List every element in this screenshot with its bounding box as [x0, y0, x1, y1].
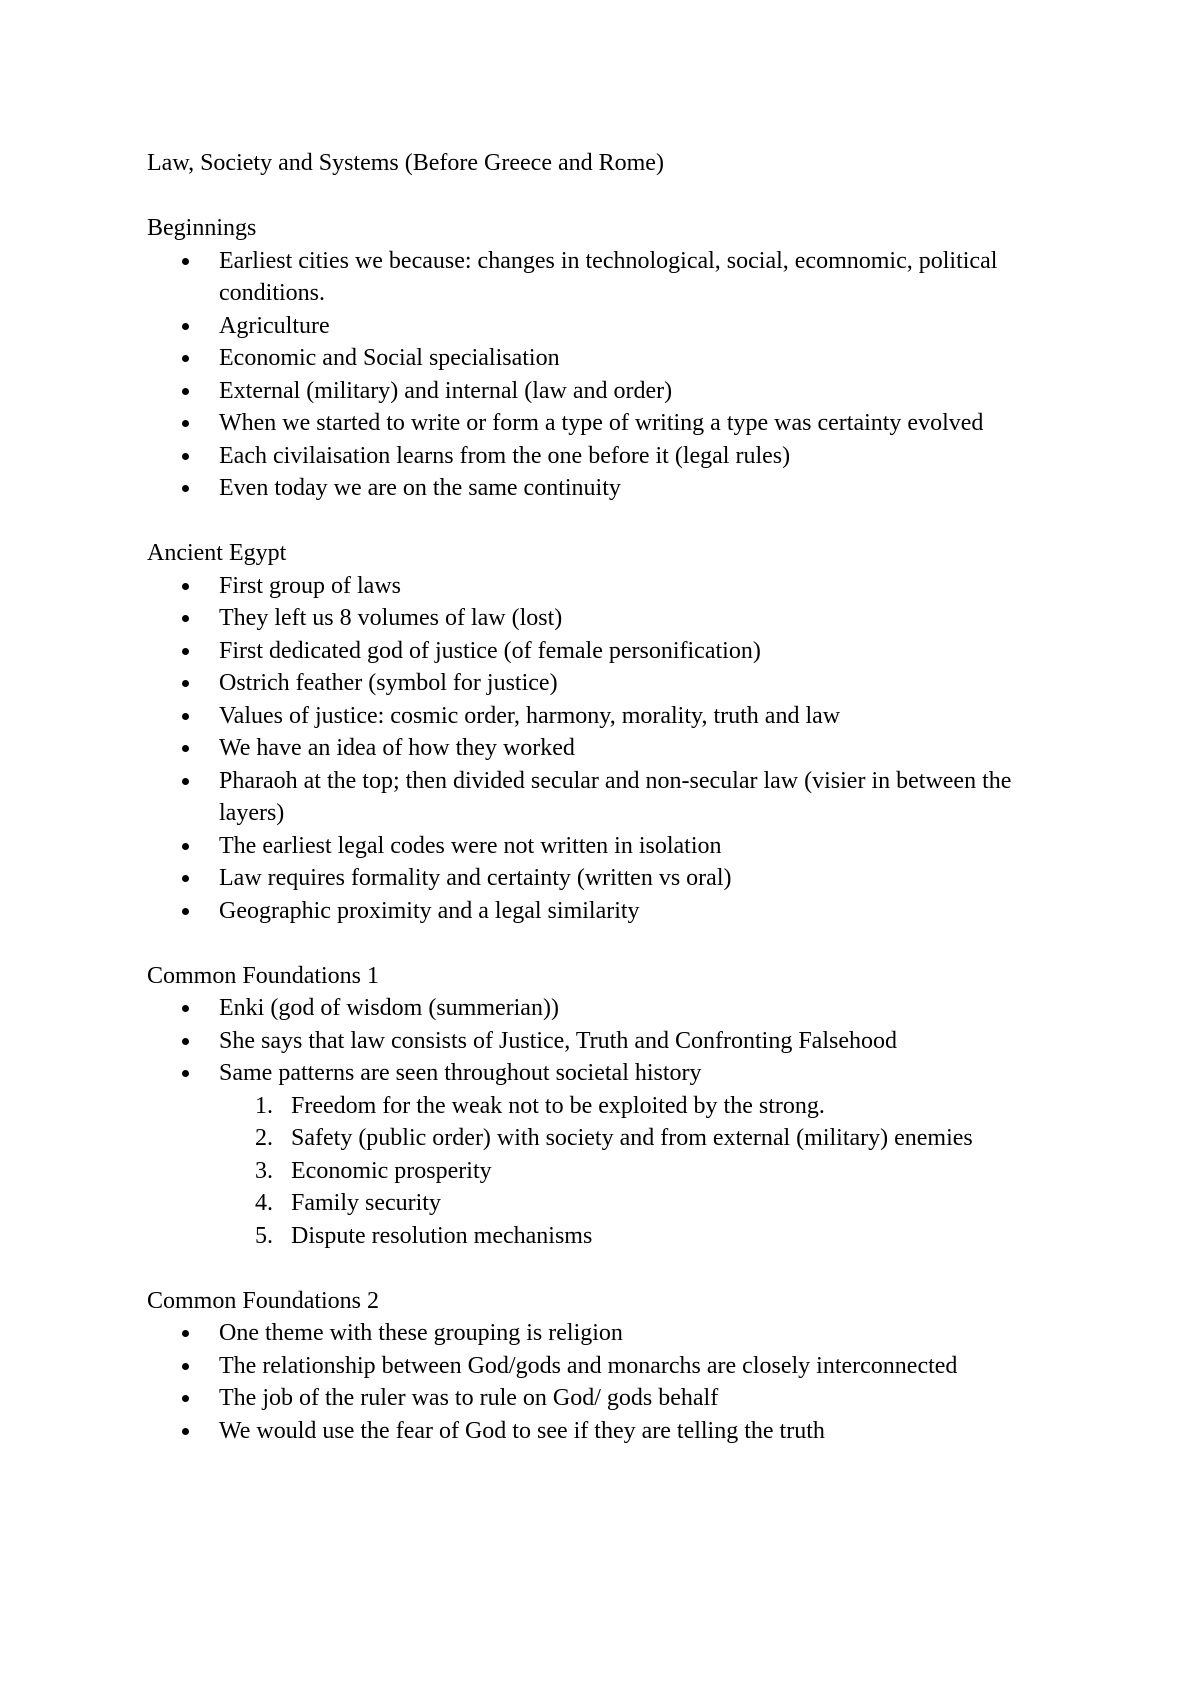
list-item-text: Geographic proximity and a legal similarity	[219, 897, 640, 924]
bullet-icon	[182, 323, 189, 330]
numbered-item	[255, 1122, 1057, 1155]
bullet-icon	[182, 1038, 189, 1045]
list-item	[219, 1317, 1057, 1350]
section-common-foundations-1	[147, 960, 1057, 1253]
document-title: Law, Society and Systems (Before Greece and Rome)	[147, 150, 664, 176]
list-item	[219, 667, 1057, 700]
list-item	[219, 570, 1057, 603]
numbered-item-text: Dispute resolution mechanisms	[291, 1222, 593, 1249]
bullet-icon	[182, 778, 189, 785]
item-number: 5.	[255, 1222, 273, 1249]
bullet-icon	[182, 388, 189, 395]
list-item-text: Even today we are on the same continuity	[219, 475, 621, 501]
list-item	[219, 862, 1057, 895]
bullet-icon	[182, 420, 189, 427]
numbered-item	[255, 1090, 1057, 1123]
list-item	[219, 310, 1057, 343]
list-item	[219, 635, 1057, 668]
list-item-text: Enki (god of wisdom (summerian))	[219, 995, 559, 1021]
section-heading: Common Foundations 1	[147, 962, 380, 989]
bullet-icon	[182, 843, 189, 850]
item-number: 4.	[255, 1190, 273, 1216]
list-item-text: The earliest legal codes were not written in isolation	[219, 832, 722, 859]
bullet-icon	[182, 648, 189, 655]
section-common-foundations-2	[147, 1285, 1057, 1448]
numbered-item	[255, 1220, 1057, 1253]
bullet-icon	[182, 875, 189, 882]
bullet-icon	[182, 1005, 189, 1012]
list-item	[219, 602, 1057, 635]
section-beginnings	[147, 212, 1057, 505]
list-item-text: When we started to write or form a type of writing a type was certainty evolved	[219, 410, 984, 436]
list-item-text: Law requires formality and certainty (written vs oral)	[219, 865, 732, 891]
bullet-icon	[182, 485, 189, 492]
list-item	[219, 375, 1057, 408]
numbered-item-text: Family security	[291, 1190, 441, 1216]
numbered-item-text: Safety (public order) with society and from external (military) enemies	[291, 1125, 973, 1151]
list-item	[219, 1057, 1057, 1252]
numbered-item	[255, 1187, 1057, 1220]
numbered-item	[255, 1155, 1057, 1188]
bullet-icon	[182, 615, 189, 622]
bullet-icon	[182, 745, 189, 752]
document-body	[147, 147, 1057, 1480]
bullet-icon	[182, 1428, 189, 1435]
list-item	[219, 440, 1057, 473]
bullet-icon	[182, 583, 189, 590]
item-number: 3.	[255, 1157, 273, 1184]
bullet-list	[147, 245, 1057, 505]
section-heading: Beginnings	[147, 215, 257, 241]
bullet-icon	[182, 680, 189, 687]
numbered-list	[219, 1090, 1057, 1253]
list-item-text: The relationship between God/gods and monarchs are closely interconnected	[219, 1352, 958, 1379]
list-item	[219, 830, 1057, 863]
list-item	[219, 895, 1057, 928]
list-item	[219, 1382, 1057, 1415]
bullet-icon	[182, 1330, 189, 1337]
list-item	[219, 1415, 1057, 1448]
bullet-icon	[182, 258, 189, 265]
list-item-text: External (military) and internal (law and order)	[219, 377, 673, 404]
numbered-item-text: Economic prosperity	[291, 1157, 492, 1184]
list-item-text: Ostrich feather (symbol for justice)	[219, 670, 558, 696]
list-item-text: Pharaoh at the top; then divided secular and non-secular law (visier in between the layers)	[219, 767, 1012, 826]
list-item-text: We have an idea of how they worked	[219, 735, 575, 761]
bullet-list	[147, 1317, 1057, 1447]
list-item-text: First dedicated god of justice (of female personification)	[219, 637, 761, 664]
bullet-list	[147, 992, 1057, 1252]
list-item-text: Same patterns are seen throughout societal history	[219, 1060, 702, 1086]
section-heading: Common Foundations 2	[147, 1287, 380, 1314]
list-item-text: Economic and Social specialisation	[219, 345, 560, 371]
bullet-icon	[182, 453, 189, 460]
section-ancient-egypt	[147, 537, 1057, 927]
list-item	[219, 765, 1057, 830]
item-number: 2.	[255, 1125, 273, 1151]
list-item-text: We would use the fear of God to see if they are telling the truth	[219, 1417, 825, 1444]
section-heading: Ancient Egypt	[147, 540, 287, 566]
list-item	[219, 700, 1057, 733]
list-item-text: First group of laws	[219, 572, 401, 599]
list-item-text: Each civilaisation learns from the one before it (legal rules)	[219, 442, 791, 469]
list-item-text: One theme with these grouping is religion	[219, 1320, 623, 1346]
list-item-text: Earliest cities we because: changes in technological, social, ecomnomic, political conditions.	[219, 247, 998, 306]
list-item-text: She says that law consists of Justice, Truth and Confronting Falsehood	[219, 1027, 897, 1054]
list-item-text: They left us 8 volumes of law (lost)	[219, 605, 563, 631]
bullet-list	[147, 570, 1057, 928]
bullet-icon	[182, 1395, 189, 1402]
item-number: 1.	[255, 1092, 273, 1119]
list-item	[219, 407, 1057, 440]
bullet-icon	[182, 908, 189, 915]
list-item	[219, 1350, 1057, 1383]
list-item-text: Agriculture	[219, 312, 330, 339]
list-item	[219, 992, 1057, 1025]
bullet-icon	[182, 1363, 189, 1370]
bullet-icon	[182, 713, 189, 720]
list-item-text: Values of justice: cosmic order, harmony, morality, truth and law	[219, 702, 841, 729]
list-item	[219, 472, 1057, 505]
numbered-item-text: Freedom for the weak not to be exploited by the strong.	[291, 1092, 825, 1119]
list-item	[219, 1025, 1057, 1058]
list-item-text: The job of the ruler was to rule on God/ gods behalf	[219, 1385, 719, 1411]
bullet-icon	[182, 1070, 189, 1077]
list-item	[219, 245, 1057, 310]
bullet-icon	[182, 355, 189, 362]
list-item	[219, 342, 1057, 375]
list-item	[219, 732, 1057, 765]
